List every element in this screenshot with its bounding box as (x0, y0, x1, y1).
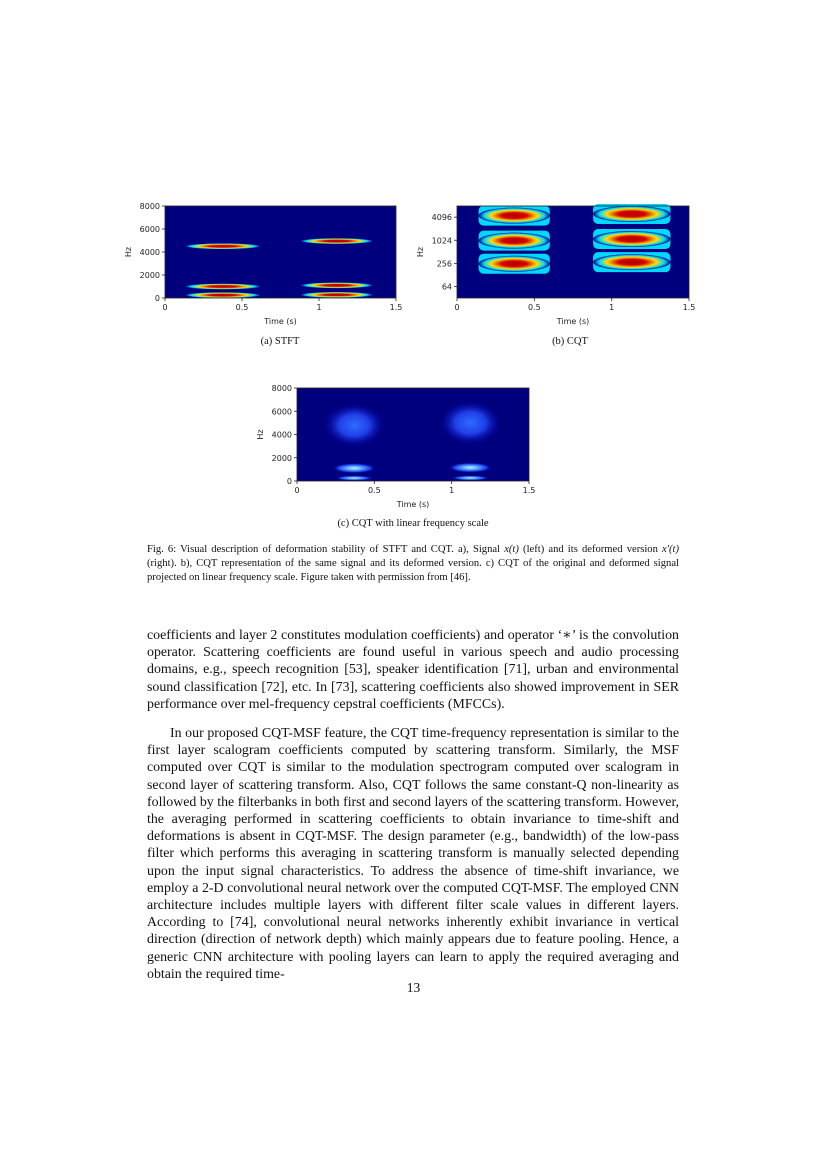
stft-band (301, 282, 373, 288)
cqt-band (593, 206, 670, 222)
stft-ytick-label: 4000 (139, 248, 160, 257)
body-paragraph-1: coefficients and layer 2 constitutes modulation coefficients) and operator ‘∗’ is the convolution operator. Scattering coefficients are found useful in various speech and audio processing domains, e.g., speech recognition [53], speaker identification [71], urban and environmental sound classification [72], etc. In [73], scattering coefficients also showed improvement in SER performance over mel-frequency cepstral coefficients (MFCCs). (147, 628, 679, 712)
cqt-linear-band (336, 476, 373, 481)
cqt-band (593, 231, 670, 247)
cqt-xtick-label: 1 (609, 303, 615, 312)
cqt-linear-xlabel: Time (s) (396, 500, 430, 509)
body-paragraph-2: In our proposed CQT-MSF feature, the CQT time-frequency representation is similar to the first layer scalogram coefficients computed by scattering transform. Similarly, the MSF computed over CQT is similar to the modulation spectrogram computed over scalogram in second layer of scattering transform. Also, CQT follows the same constant-Q non-linearity as followed by the filterbanks in both first and second layers of the scattering transform. However, the averaging performed in scattering coefficients to obtain invariance to time-shift and deformations is absent in CQT-MSF. The design parameter (e.g., bandwidth) of the low-pass filter which performs this averaging in scattering transform is manually selected depending upon the input signal characteristics. To address the absence of time-shift invariance, we employ a 2-D convolutional neural network over the computed CQT-MSF. The employed CNN architecture includes multiple layers with different filter scale values in different layers. According to [74], convolutional neural networks inherently exhibit invariance in vertical direction (direction of network depth) which mainly appears due to feature pooling. Hence, a generic CNN architecture with pooling layers can learn to apply the required averaging and obtain the required time- (147, 726, 679, 982)
cqt-linear-xtick-label: 0.5 (367, 486, 381, 495)
cqt-linear-band (333, 463, 376, 473)
stft-ytick-label: 8000 (139, 202, 160, 211)
stft-ytick-label: 6000 (139, 225, 160, 234)
stft-xtick-label: 0.5 (235, 303, 249, 312)
stft-xtick-label: 1.5 (389, 303, 403, 312)
cqt-linear-band (323, 403, 385, 447)
cqt-linear-ytick-label: 2000 (271, 453, 292, 463)
cqt-linear-ylabel: Hz (256, 429, 265, 440)
cqt-linear-plot (250, 378, 545, 512)
cqt-xtick-label: 1.5 (682, 303, 696, 312)
stft-ylabel: Hz (124, 246, 133, 258)
cqt-linear-band (449, 463, 492, 473)
stft-ytick-label: 2000 (139, 271, 160, 280)
stft-band (185, 284, 260, 290)
cqt-linear-ytick-label: 8000 (271, 384, 292, 393)
cqt-linear-ytick-label: 0 (286, 477, 292, 486)
cqt-ylabel: Hz (416, 246, 425, 258)
stft-band (301, 238, 373, 244)
caption-cqt: (b) CQT (552, 336, 588, 347)
cqt-linear-xtick-label: 1 (449, 486, 455, 495)
stft-plot (120, 196, 410, 328)
cqt-linear-xtick-label: 0 (294, 486, 300, 495)
stft-ytick-label: 0 (154, 294, 160, 303)
cqt-ytick-label: 256 (436, 259, 452, 269)
cqt-ytick-label: 1024 (431, 236, 452, 246)
cqt-band (479, 233, 550, 249)
cqt-plot (410, 196, 705, 328)
stft-xtick-label: 0 (162, 303, 168, 312)
cqt-band (593, 254, 670, 270)
caption-stft: (a) STFT (260, 336, 300, 347)
stft-xlabel: Time (s) (264, 317, 297, 326)
cqt-linear-band (452, 475, 489, 480)
cqt-ytick-label: 4096 (431, 213, 452, 223)
cqt-band (479, 208, 550, 224)
cqt-xtick-label: 0.5 (527, 303, 541, 312)
figure-caption: Fig. 6: Visual description of deformation stability of STFT and CQT. a), Signal x(t) (left) and its deformed version x'(t) (right). b), CQT representation of the same signal and its deformed version. c) CQT of the original and deformed signal projected on linear frequency scale. Figure taken with permission from [46]. (147, 544, 679, 583)
page-number: 13 (406, 980, 421, 995)
caption-cqt-linear: (c) CQT with linear frequency scale (337, 518, 489, 529)
cqt-band (479, 256, 550, 272)
stft-xtick-label: 1 (316, 303, 322, 312)
cqt-linear-ytick-label: 4000 (271, 430, 292, 440)
cqt-linear-ytick-label: 6000 (271, 407, 292, 417)
stft-band (185, 243, 260, 249)
cqt-xlabel: Time (s) (556, 317, 590, 326)
cqt-linear-xtick-label: 1.5 (522, 486, 536, 495)
cqt-ytick-label: 64 (441, 282, 452, 292)
cqt-linear-band (439, 401, 501, 445)
stft-band (301, 292, 373, 298)
cqt-xtick-label: 0 (454, 303, 460, 312)
stft-band (185, 292, 260, 298)
